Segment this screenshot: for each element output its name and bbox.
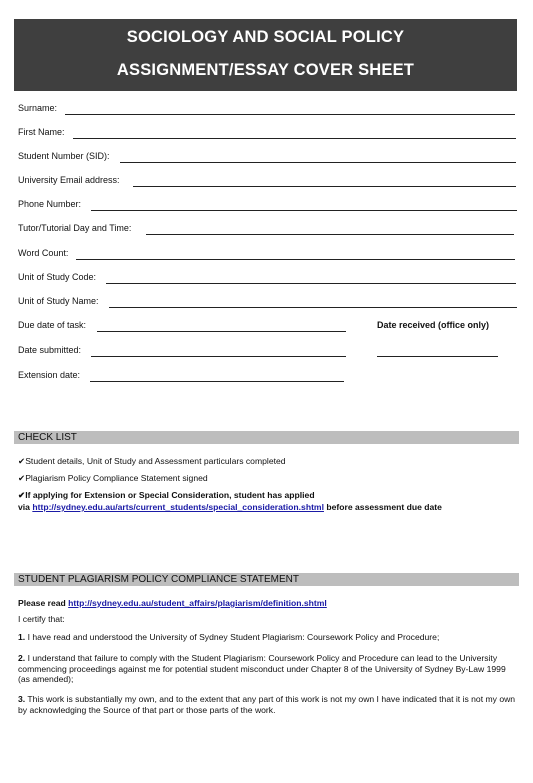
checklist-item-3-via (18, 502, 442, 513)
tutorial-line[interactable] (146, 234, 514, 235)
student-number-line[interactable] (120, 162, 516, 163)
statement-3 (18, 694, 518, 715)
word-count-line[interactable] (76, 259, 515, 260)
email-label: University Email address: (18, 175, 120, 185)
due-date-label: Due date of task: (18, 320, 87, 330)
statement-1-number: 1. (18, 632, 26, 642)
statement-1-text: I have read and understood the University of Sydney Student Plagiarism: Coursework Policy and Procedure; (27, 632, 440, 642)
checklist-item-1: ✔Student details, Unit of Study and Assessment particulars completed (18, 456, 286, 466)
date-received-label: Date received (office only) (377, 320, 490, 330)
statement-2-text: I understand that failure to comply with the Student Plagiarism: Coursework Policy and Procedure can lead to the University commencing proceedings against me for potential student misconduct under Chapter 8 of the University of Sydney By-Law 1999 (as amended); (18, 653, 506, 684)
email-line[interactable] (133, 186, 516, 187)
word-count-label: Word Count: (18, 248, 69, 258)
checklist-via-prefix: via (18, 502, 30, 512)
surname-line[interactable] (65, 114, 515, 115)
plagiarism-heading: STUDENT PLAGIARISM POLICY COMPLIANCE STATEMENT (14, 573, 519, 586)
statement-1 (18, 632, 518, 643)
surname-label: Surname: (18, 103, 58, 113)
due-date-line[interactable] (97, 331, 346, 332)
header-title-line2: ASSIGNMENT/ESSAY COVER SHEET (116, 61, 415, 79)
tutorial-label: Tutor/Tutorial Day and Time: (18, 223, 132, 233)
phone-label: Phone Number: (18, 199, 82, 209)
certify-text: I certify that: (18, 614, 65, 624)
special-consideration-link[interactable]: http://sydney.edu.au/arts/current_students/special_consideration.shtml (32, 502, 324, 512)
date-submitted-line[interactable] (91, 356, 346, 357)
first-name-line[interactable] (73, 138, 516, 139)
unit-code-line[interactable] (106, 283, 516, 284)
header-title-line1: SOCIOLOGY AND SOCIAL POLICY (126, 28, 405, 46)
please-read-prefix: Please read (18, 598, 66, 608)
statement-2-number: 2. (18, 653, 26, 663)
checklist-via-suffix: before assessment due date (326, 502, 442, 512)
cover-sheet-header (14, 19, 517, 91)
first-name-label: First Name: (18, 127, 65, 137)
statement-2 (18, 653, 518, 685)
extension-date-label: Extension date: (18, 370, 81, 380)
student-number-label: Student Number (SID): (18, 151, 110, 161)
plagiarism-definition-link[interactable]: http://sydney.edu.au/student_affairs/plagiarism/definition.shtml (68, 598, 327, 608)
unit-name-label: Unit of Study Name: (18, 296, 99, 306)
date-submitted-label: Date submitted: (18, 345, 82, 355)
phone-line[interactable] (91, 210, 517, 211)
extension-date-line[interactable] (90, 381, 344, 382)
please-read-line (18, 598, 327, 609)
statement-3-text: This work is substantially my own, and to the extent that any part of this work is not my own I have indicated that it is not my own by acknowledging the Source of that part or those parts of the work. (18, 694, 516, 715)
date-received-line[interactable] (377, 356, 498, 357)
checklist-item-2: ✔Plagiarism Policy Compliance Statement signed (18, 473, 208, 483)
checklist-item-3: ✔If applying for Extension or Special Consideration, student has applied (18, 490, 315, 500)
checklist-heading: CHECK LIST (14, 431, 519, 444)
unit-code-label: Unit of Study Code: (18, 272, 97, 282)
unit-name-line[interactable] (109, 307, 517, 308)
statement-3-number: 3. (18, 694, 26, 704)
